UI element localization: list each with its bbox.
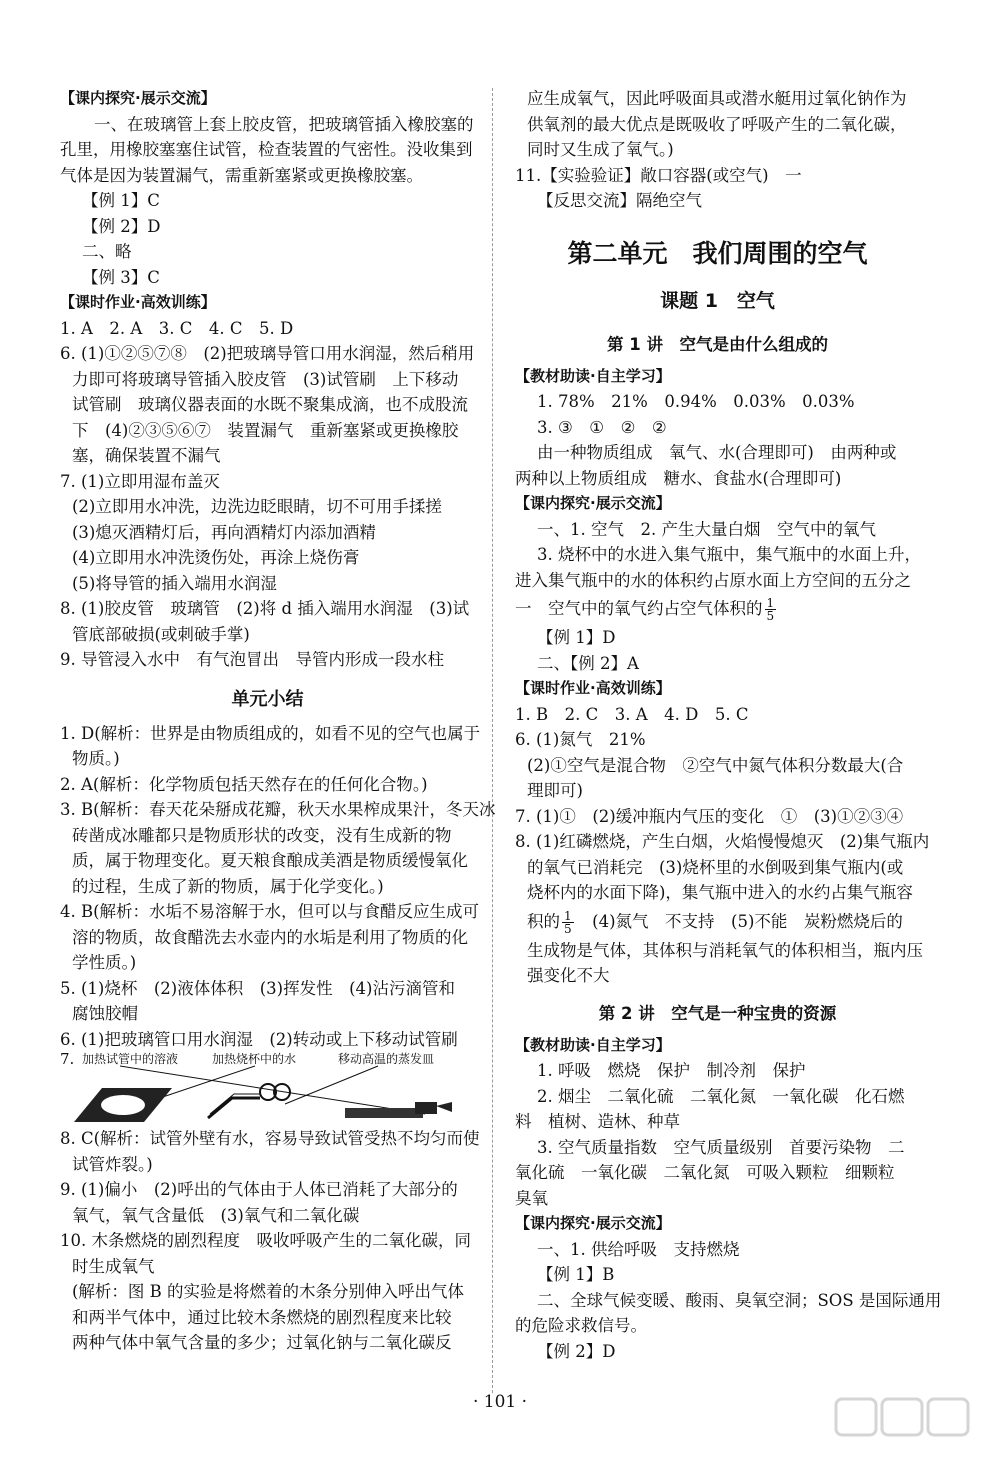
answer-line: 试管刷 玻璃仪器表面的水既不聚集成滴，也不成股流 — [72, 395, 468, 414]
example-answer: 【例 1】B — [537, 1265, 615, 1284]
talk-title: 第 1 讲 空气是由什么组成的 — [607, 334, 828, 354]
section-header: 【课内探究·展示交流】 — [515, 494, 671, 512]
answer-line: 供氧剂的最大优点是既吸收了呼吸产生的二氧化碳， — [527, 114, 907, 134]
answer-line: 1. D(解析：世界是由物质组成的，如看不见的空气也属于 — [60, 723, 481, 743]
figure-label: 加热烧杯中的水 — [212, 1052, 297, 1066]
watermark-logo — [830, 1395, 980, 1461]
example-answer: 【例 3】C — [82, 267, 160, 287]
section-header: 【教材助读·自主学习】 — [515, 1035, 671, 1054]
lesson-title: 课题 1 空气 — [660, 289, 775, 312]
answer-line: 下 (4)②③⑤⑥⑦ 装置漏气 重新塞紧或更换橡胶 — [72, 420, 459, 440]
answer-line: 3. B(解析：春天花朵掰成花瓣，秋天水果榨成果汁，冬天冰 — [60, 800, 496, 819]
answer-line: 料 植树、造林、种草 — [515, 1112, 680, 1131]
answer-line: 腐蚀胶帽 — [72, 1004, 138, 1023]
answer-line: 1. B 2. C 3. A 4. D 5. C — [515, 704, 749, 724]
answer-line: 5. (1)烧杯 (2)液体体积 (3)挥发性 (4)沾污滴管和 — [60, 978, 455, 998]
answer-line: 8. (1)胶皮管 玻璃管 (2)将 d 插入端用水润湿 (3)试 — [60, 599, 470, 618]
answer-line: 烧杯内的水面下降)，集气瓶中进入的水约占集气瓶容 — [527, 883, 913, 902]
answer-line: (2)①空气是混合物 ②空气中氮气体积分数最大(合 — [527, 755, 904, 775]
answer-line: 溶的物质，故食醋洗去水壶内的水垢是利用了物质的化 — [72, 927, 468, 947]
answer-line: 一、1. 供给呼吸 支持燃烧 — [537, 1239, 740, 1259]
fraction — [562, 910, 574, 935]
answer-line: 一、1. 空气 2. 产生大量白烟 空气中的氧气 — [537, 519, 876, 539]
answer-line: 9. (1)偏小 (2)呼出的气体由于人体已消耗了大部分的 — [60, 1180, 458, 1199]
summary-title: 单元小结 — [231, 688, 304, 710]
answer-line: (解析：图 B 的实验是将燃着的木条分别伸入呼出气体 — [72, 1282, 465, 1301]
answer-line: 2. 烟尘 二氧化硫 二氧化氮 一氧化碳 化石燃 — [537, 1086, 905, 1106]
answer-line: (3)熄灭酒精灯后，再向酒精灯内添加酒精 — [72, 522, 376, 542]
answer-line: 由一种物质组成 氧气、水(合理即可) 由两种或 — [537, 443, 897, 462]
answer-line: 1. 78% 21% 0.94% 0.03% 0.03% — [537, 392, 855, 411]
fraction-denominator: 5 — [564, 921, 572, 936]
figure-label: 加热试管中的溶液 — [82, 1052, 179, 1066]
section-header: 【课时作业·高效训练】 — [515, 679, 671, 697]
example-answer: 【例 1】D — [537, 628, 616, 647]
answer-line: 物质。) — [72, 749, 120, 768]
answer-text: 积的 — [527, 911, 560, 931]
answer-line: 7. (1)立即用湿布盖灭 — [60, 471, 220, 491]
column-divider — [492, 88, 493, 1393]
answer-line: 进入集气瓶中的水的体积约占原水面上方空间的五分之 — [515, 570, 911, 590]
answer-line: 9. 导管浸入水中 有气泡冒出 导管内形成一段水柱 — [60, 650, 444, 669]
answer-line: 1. 呼吸 燃烧 保护 制冷剂 保护 — [537, 1061, 806, 1080]
answer-line: 6. (1)氮气 21% — [515, 730, 646, 749]
answer-line: 臭氧 — [515, 1188, 548, 1208]
answer-line: 2. A(解析：化学物质包括天然存在的任何化合物。) — [60, 774, 428, 794]
answer-line: 11.【实验验证】敞口容器(或空气) 一 — [515, 165, 802, 185]
answer-line: 二、略 — [82, 242, 132, 261]
unit-title: 第二单元 我们周围的空气 — [567, 238, 868, 268]
fraction-denominator: 5 — [766, 609, 775, 623]
apparatus-figure — [60, 1052, 475, 1126]
section-header: 【课时作业·高效训练】 — [60, 293, 216, 311]
answer-line-with-fraction — [515, 593, 920, 625]
answer-line: 3. 烧杯中的水进入集气瓶中，集气瓶中的水面上升， — [537, 545, 921, 564]
answer-line: 质，属于物理变化。夏天粮食酿成美酒是物质缓慢氧化 — [72, 851, 468, 870]
section-header: 【课内探究·展示交流】 — [60, 89, 216, 107]
answer-text: (4)氮气 不支持 (5)不能 炭粉燃烧后的 — [575, 911, 903, 931]
answer-line: 10. 木条燃烧的剧烈程度 吸收呼吸产生的二氧化碳，同 — [60, 1231, 471, 1250]
answer-line: 两种气体中氧气含量的多少；过氧化钠与二氧化碳反 — [72, 1333, 452, 1352]
answer-line: 的过程，生成了新的物质，属于化学变化。) — [72, 876, 384, 896]
answer-line: 8. C(解析：试管外壁有水，容易导致试管受热不均匀而使 — [60, 1129, 480, 1148]
answer-line: 应生成氧气，因此呼吸面具或潜水艇用过氧化钠作为 — [527, 89, 907, 108]
answer-line: 气体是因为装置漏气，需重新塞紧或更换橡胶塞。 — [60, 165, 423, 185]
answer-text: 一 空气中的氧气约占空气体积的 — [515, 599, 763, 618]
answer-line: 氧气，氧气含量低 (3)氧气和二氧化碳 — [72, 1205, 360, 1225]
section-header: 【课内探究·展示交流】 — [515, 1214, 671, 1232]
answer-line: 7. (1)① (2)缓冲瓶内气压的变化 ① (3)①②③④ — [515, 806, 904, 826]
answer-line: (5)将导管的插入端用水润湿 — [72, 573, 277, 593]
example-answer: 【例 2】D — [537, 1341, 616, 1361]
example-answer: 【例 2】D — [82, 216, 161, 236]
answer-line: 氧化硫 一氧化碳 二氧化氮 可吸入颗粒 细颗粒 — [515, 1163, 895, 1182]
example-answer: 【例 1】C — [82, 191, 160, 210]
right-column — [515, 86, 942, 1364]
answer-line: 管底部破损(或刺破手掌) — [72, 624, 250, 644]
answer-line: 两种以上物质组成 糖水、食盐水(合理即可) — [515, 468, 842, 488]
answer-line: (4)立即用水冲洗烫伤处，再涂上烧伤膏 — [72, 548, 360, 567]
fraction-numerator: 1 — [564, 908, 572, 923]
answer-line-with-fraction — [515, 906, 920, 938]
answer-line: 力即可将玻璃导管插入胶皮管 (3)试管刷 上下移动 — [72, 369, 459, 389]
answer-line: 理即可) — [527, 781, 583, 800]
example-answer: 二、【例 2】A — [537, 653, 639, 673]
fraction-numerator: 1 — [766, 596, 775, 610]
talk-title: 第 2 讲 空气是一种宝贵的资源 — [598, 1003, 837, 1023]
answer-line: 时生成氧气 — [72, 1256, 155, 1276]
answer-line: 的危险求救信号。 — [515, 1316, 647, 1335]
answer-line: 学性质。) — [72, 953, 137, 972]
answer-line: 3. 空气质量指数 空气质量级别 首要污染物 二 — [537, 1137, 905, 1157]
answer-line: (2)立即用水冲洗，边洗边眨眼睛，切不可用手揉搓 — [72, 497, 442, 516]
fraction — [765, 597, 777, 622]
answer-line: 砖凿成冰雕都只是物质形状的改变，没有生成新的物 — [72, 825, 452, 845]
figure-label: 移动高温的蒸发皿 — [338, 1052, 435, 1066]
answer-line: 6. (1)①②⑤⑦⑧ (2)把玻璃导管口用水润湿，然后稍用 — [60, 344, 475, 363]
figure-number: 7. — [60, 1050, 75, 1068]
answer-line: 3. ③ ① ② ② — [537, 417, 667, 437]
answer-line: 的氧气已消耗完 (3)烧杯里的水倒吸到集气瓶内(或 — [527, 857, 904, 877]
page-number: · 101 · — [472, 1392, 528, 1412]
answer-line: 塞，确保装置不漏气 — [72, 446, 221, 465]
answer-line: 8. (1)红磷燃烧，产生白烟，火焰慢慢熄灭 (2)集气瓶内 — [515, 832, 930, 851]
answer-line: 同时又生成了氧气。) — [527, 140, 674, 159]
answer-line: 孔里，用橡胶塞塞住试管，检查装置的气密性。没收集到 — [60, 140, 473, 159]
answer-line: 和两半气体中，通过比较木条燃烧的剧烈程度来比较 — [72, 1307, 452, 1327]
answer-line: 6. (1)把玻璃管口用水润湿 (2)转动或上下移动试管刷 — [60, 1029, 458, 1049]
answer-line: 强变化不大 — [527, 966, 610, 985]
answer-line: 1. A 2. A 3. C 4. C 5. D — [60, 318, 294, 338]
section-header: 【教材助读·自主学习】 — [515, 366, 671, 385]
lab-equipment-drawing — [60, 1052, 475, 1126]
answer-line: 试管炸裂。) — [72, 1154, 153, 1174]
answer-line: 生成物是气体，其体积与消耗氧气的体积相当，瓶内压 — [527, 940, 923, 960]
left-column — [60, 86, 496, 1356]
answer-line: 二、全球气候变暖、酸雨、臭氧空洞；SOS 是国际通用 — [537, 1290, 942, 1310]
answer-line: 一、在玻璃管上套上胶皮管，把玻璃管插入橡胶塞的 — [94, 114, 474, 134]
answer-line: 4. B(解析：水垢不易溶解于水，但可以与食醋反应生成可 — [60, 902, 480, 921]
answer-line: 【反思交流】隔绝空气 — [537, 191, 702, 210]
